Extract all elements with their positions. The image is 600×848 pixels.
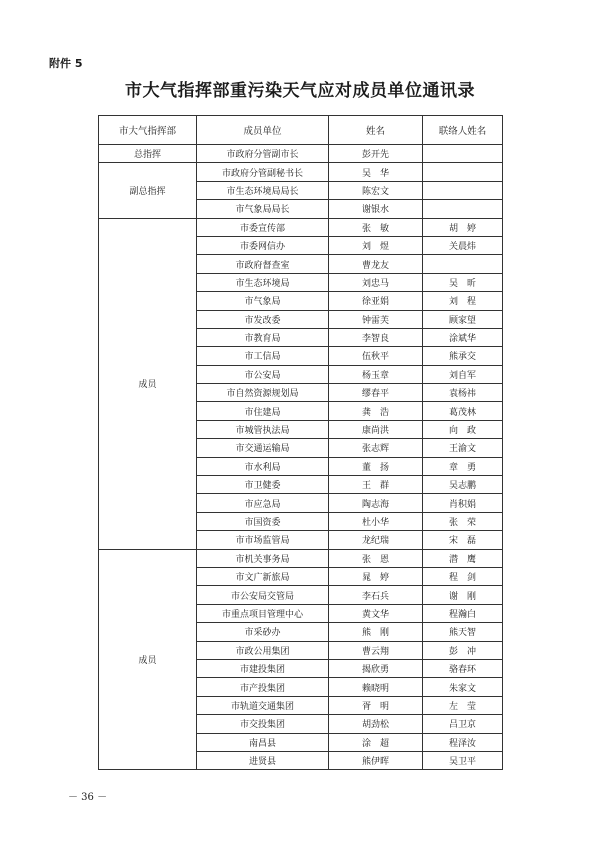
- name-cell: 赖晓明: [329, 678, 423, 696]
- name-cell: 刘 煜: [329, 236, 423, 254]
- unit-cell: 市政府督查室: [197, 255, 329, 273]
- unit-cell: 市产投集团: [197, 678, 329, 696]
- contact-cell: 程 剑: [423, 567, 503, 585]
- contact-cell: 熊承交: [423, 347, 503, 365]
- name-cell: 胡劲松: [329, 715, 423, 733]
- contact-cell: 骆春环: [423, 659, 503, 677]
- contact-cell: 程瀚白: [423, 604, 503, 622]
- contact-cell: 关晨炜: [423, 236, 503, 254]
- name-cell: 伍秋平: [329, 347, 423, 365]
- contact-cell: 肖积娟: [423, 494, 503, 512]
- page-number: － 36 －: [68, 792, 108, 803]
- role-cell: 成员: [99, 549, 197, 770]
- contact-cell: 彭 冲: [423, 641, 503, 659]
- contact-cell: 朱家文: [423, 678, 503, 696]
- contact-cell: 刘 程: [423, 292, 503, 310]
- unit-cell: 市发改委: [197, 310, 329, 328]
- unit-cell: 市采砂办: [197, 623, 329, 641]
- unit-cell: 市机关事务局: [197, 549, 329, 567]
- name-cell: 杨玉章: [329, 365, 423, 383]
- header-command: 市大气指挥部: [99, 116, 197, 145]
- contact-cell: 吕卫京: [423, 715, 503, 733]
- header-unit: 成员单位: [197, 116, 329, 145]
- name-cell: 杜小华: [329, 512, 423, 530]
- unit-cell: 市自然资源规划局: [197, 384, 329, 402]
- name-cell: 龚 浩: [329, 402, 423, 420]
- table-row: [99, 163, 503, 181]
- unit-cell: 市气象局局长: [197, 200, 329, 218]
- contact-cell: 王渝文: [423, 439, 503, 457]
- name-cell: 谢银水: [329, 200, 423, 218]
- contact-cell: 张 荣: [423, 512, 503, 530]
- name-cell: 刘忠马: [329, 273, 423, 291]
- name-cell: 康尚洪: [329, 420, 423, 438]
- unit-cell: 市公安局: [197, 365, 329, 383]
- unit-cell: 市轨道交通集团: [197, 696, 329, 714]
- unit-cell: 市政府分管副秘书长: [197, 163, 329, 181]
- unit-cell: 市工信局: [197, 347, 329, 365]
- unit-cell: 市委宣传部: [197, 218, 329, 236]
- contact-table: [98, 115, 503, 770]
- role-cell: 总指挥: [99, 145, 197, 163]
- name-cell: 吴 华: [329, 163, 423, 181]
- name-cell: 陶志海: [329, 494, 423, 512]
- unit-cell: 市公安局交管局: [197, 586, 329, 604]
- name-cell: 张 敏: [329, 218, 423, 236]
- name-cell: 缪春平: [329, 384, 423, 402]
- contact-cell: 潜 鹰: [423, 549, 503, 567]
- name-cell: 龙纪瑞: [329, 531, 423, 549]
- name-cell: 涂 超: [329, 733, 423, 751]
- contact-cell: 胡 婷: [423, 218, 503, 236]
- contact-cell: 吴卫平: [423, 751, 503, 769]
- name-cell: 徐亚娟: [329, 292, 423, 310]
- contact-cell: 向 政: [423, 420, 503, 438]
- table-body: [99, 145, 503, 770]
- contact-cell: 章 勇: [423, 457, 503, 475]
- unit-cell: 市文广新旅局: [197, 567, 329, 585]
- contact-cell: 吴 昕: [423, 273, 503, 291]
- contact-cell: 顾家望: [423, 310, 503, 328]
- header-contact: 联络人姓名: [423, 116, 503, 145]
- unit-cell: 市重点项目管理中心: [197, 604, 329, 622]
- contact-cell: [423, 145, 503, 163]
- unit-cell: 市住建局: [197, 402, 329, 420]
- name-cell: 钟雷芙: [329, 310, 423, 328]
- unit-cell: 进贤县: [197, 751, 329, 769]
- name-cell: 彭开先: [329, 145, 423, 163]
- contact-cell: 葛茂林: [423, 402, 503, 420]
- table-row: [99, 218, 503, 236]
- unit-cell: 市建投集团: [197, 659, 329, 677]
- unit-cell: 市交通运输局: [197, 439, 329, 457]
- contact-cell: 谢 刚: [423, 586, 503, 604]
- unit-cell: 市国资委: [197, 512, 329, 530]
- name-cell: 陈宏文: [329, 181, 423, 199]
- name-cell: 晁 婷: [329, 567, 423, 585]
- table-row: [99, 549, 503, 567]
- contact-cell: [423, 200, 503, 218]
- unit-cell: 市水利局: [197, 457, 329, 475]
- contact-cell: [423, 181, 503, 199]
- unit-cell: 市委网信办: [197, 236, 329, 254]
- attachment-label: 附件 5: [49, 57, 83, 70]
- unit-cell: 市市场监管局: [197, 531, 329, 549]
- header-name: 姓名: [329, 116, 423, 145]
- name-cell: 揭欣勇: [329, 659, 423, 677]
- unit-cell: 市气象局: [197, 292, 329, 310]
- role-cell: 副总指挥: [99, 163, 197, 218]
- name-cell: 黄文华: [329, 604, 423, 622]
- name-cell: 熊伊晖: [329, 751, 423, 769]
- contact-cell: 程泽汝: [423, 733, 503, 751]
- contact-cell: 宋 磊: [423, 531, 503, 549]
- unit-cell: 市政公用集团: [197, 641, 329, 659]
- unit-cell: 市城管执法局: [197, 420, 329, 438]
- unit-cell: 市卫健委: [197, 476, 329, 494]
- name-cell: 曹云翔: [329, 641, 423, 659]
- contact-cell: 涂斌华: [423, 328, 503, 346]
- page-title: 市大气指挥部重污染天气应对成员单位通讯录: [125, 81, 475, 101]
- table-header-row: [99, 116, 503, 145]
- contact-cell: [423, 163, 503, 181]
- contact-cell: 袁杨祎: [423, 384, 503, 402]
- unit-cell: 市应急局: [197, 494, 329, 512]
- unit-cell: 市生态环境局局长: [197, 181, 329, 199]
- name-cell: 李智良: [329, 328, 423, 346]
- unit-cell: 市交投集团: [197, 715, 329, 733]
- contact-cell: 吴志鹏: [423, 476, 503, 494]
- contact-cell: [423, 255, 503, 273]
- name-cell: 董 扬: [329, 457, 423, 475]
- role-cell: 成员: [99, 218, 197, 549]
- table-row: [99, 145, 503, 163]
- name-cell: 胥 明: [329, 696, 423, 714]
- unit-cell: 南昌县: [197, 733, 329, 751]
- contact-cell: 熊天智: [423, 623, 503, 641]
- unit-cell: 市政府分管副市长: [197, 145, 329, 163]
- unit-cell: 市生态环境局: [197, 273, 329, 291]
- name-cell: 曹龙友: [329, 255, 423, 273]
- name-cell: 张 恩: [329, 549, 423, 567]
- name-cell: 王 群: [329, 476, 423, 494]
- name-cell: 李石兵: [329, 586, 423, 604]
- unit-cell: 市教育局: [197, 328, 329, 346]
- name-cell: 熊 刚: [329, 623, 423, 641]
- contact-cell: 刘自军: [423, 365, 503, 383]
- contact-cell: 左 莹: [423, 696, 503, 714]
- name-cell: 张志辉: [329, 439, 423, 457]
